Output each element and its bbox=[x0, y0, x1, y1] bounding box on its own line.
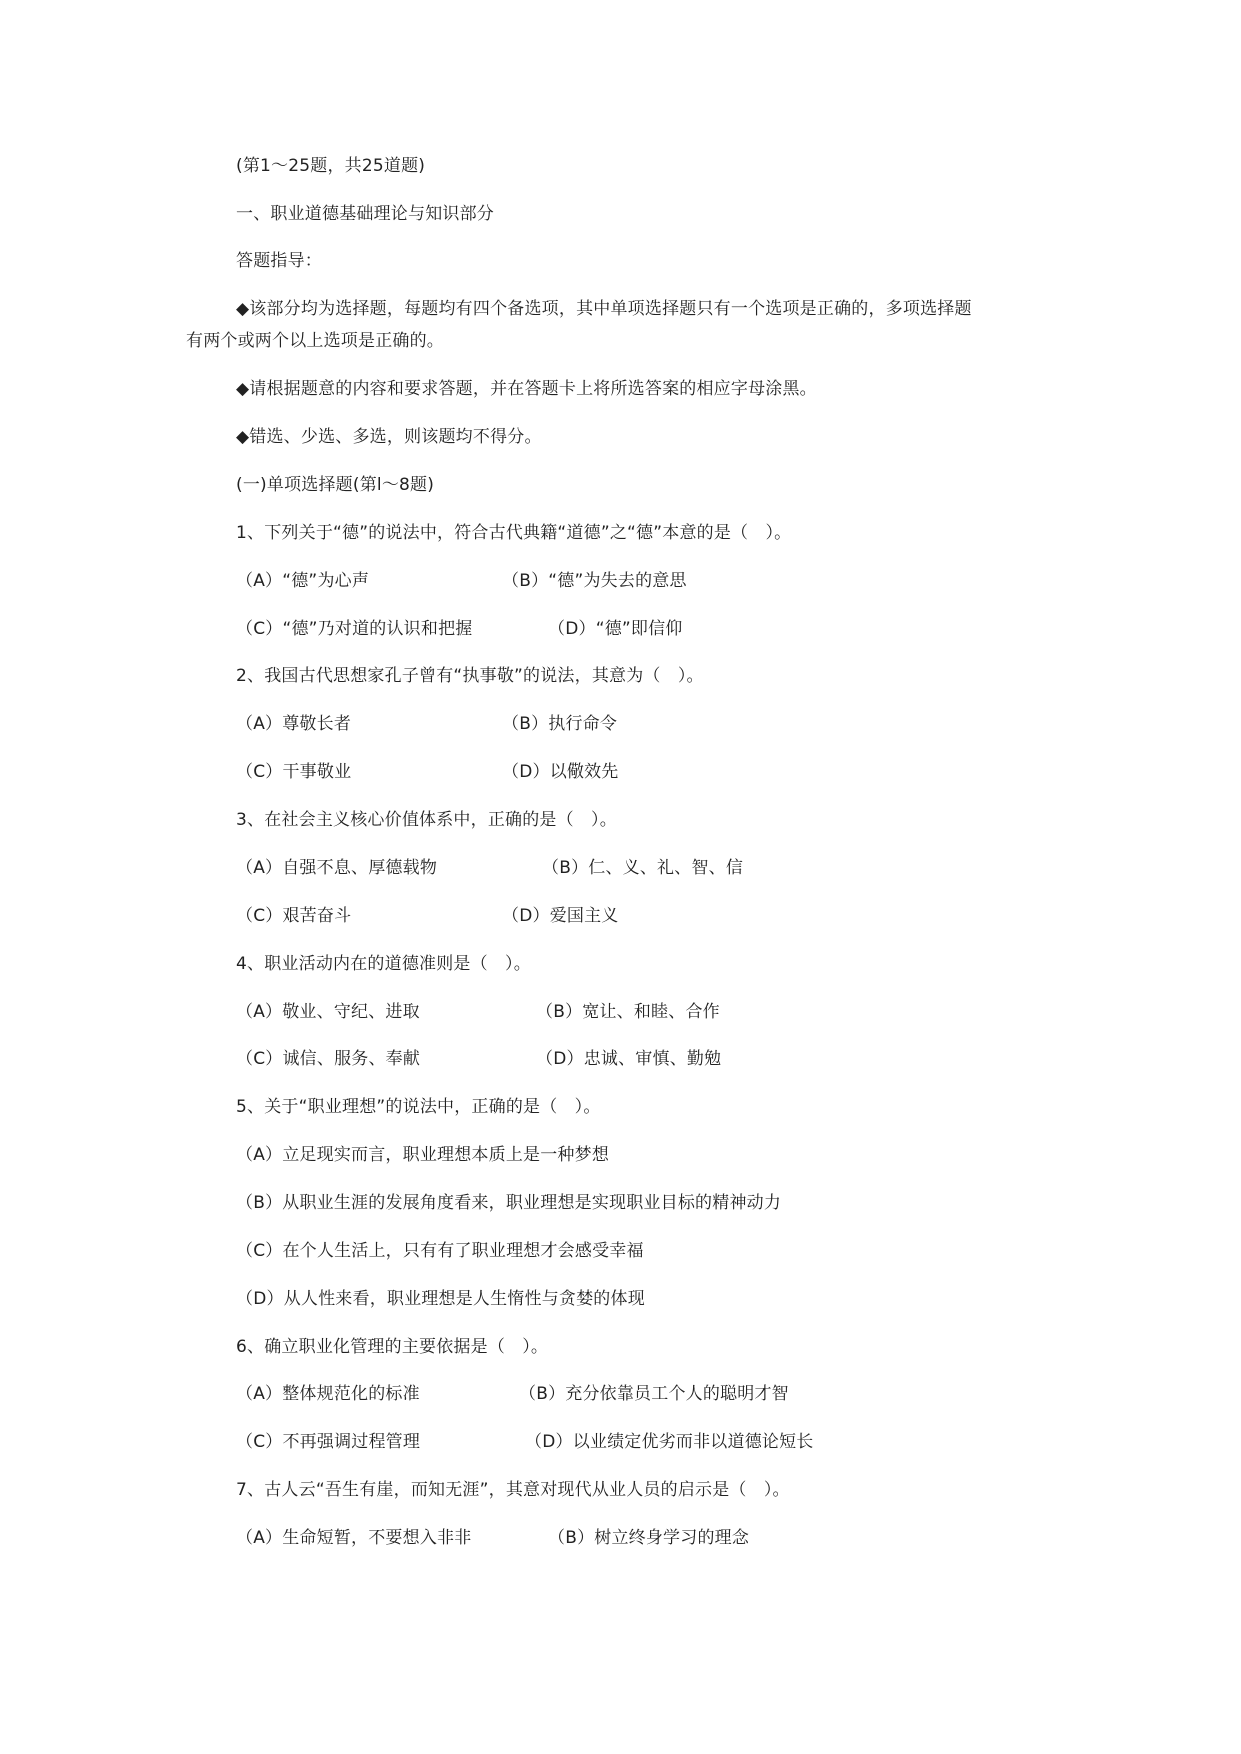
option-a: （A）整体规范化的标准 bbox=[236, 1384, 420, 1404]
option-a: （A）立足现实而言，职业理想本质上是一种梦想 bbox=[236, 1145, 610, 1165]
option-c: （C）诚信、服务、奉献 bbox=[236, 1049, 421, 1069]
option-a: （A）敬业、守纪、进取 bbox=[236, 1002, 420, 1022]
option-c: （C）在个人生活上，只有有了职业理想才会感受幸福 bbox=[236, 1241, 644, 1261]
option-b: （B）树立终身学习的理念 bbox=[548, 1528, 750, 1548]
guidance-item-3: ◆错选、少选、多选，则该题均不得分。 bbox=[236, 427, 542, 447]
guidance-item-1-line-1: ◆该部分均为选择题，每题均有四个备选项，其中单项选择题只有一个选项是正确的，多项选择题 bbox=[236, 299, 972, 319]
option-c: （C）干事敬业 bbox=[236, 762, 352, 782]
option-b: （B）执行命令 bbox=[502, 714, 618, 734]
option-d: （D）爱国主义 bbox=[502, 906, 619, 926]
guide-label: 答题指导： bbox=[236, 251, 322, 271]
question-stem: 2、我国古代思想家孔子曾有“执事敬”的说法，其意为（ ）。 bbox=[236, 666, 704, 686]
question-stem: 4、职业活动内在的道德准则是（ ）。 bbox=[236, 954, 531, 974]
question-stem: 6、确立职业化管理的主要依据是（ ）。 bbox=[236, 1337, 549, 1357]
question-stem: 3、在社会主义核心价值体系中，正确的是（ ）。 bbox=[236, 810, 617, 830]
option-b: （B）宽让、和睦、合作 bbox=[536, 1002, 720, 1022]
section-title: 一、职业道德基础理论与知识部分 bbox=[236, 204, 494, 224]
option-b: （B）充分依靠员工个人的聪明才智 bbox=[519, 1384, 789, 1404]
question-range: (第1～25题，共25道题) bbox=[236, 156, 426, 176]
question-stem: 7、古人云“吾生有崖，而知无涯”，其意对现代从业人员的启示是（ ）。 bbox=[236, 1480, 790, 1500]
option-c: （C）不再强调过程管理 bbox=[236, 1432, 421, 1452]
option-d: （D）以儆效先 bbox=[502, 762, 619, 782]
option-d: （D）以业绩定优劣而非以道德论短长 bbox=[525, 1432, 814, 1452]
option-b: （B）仁、义、礼、智、信 bbox=[542, 858, 744, 878]
option-a: （A）“德”为心声 bbox=[236, 571, 370, 591]
guidance-item-1-line-2: 有两个或两个以上选项是正确的。 bbox=[186, 331, 444, 351]
option-b: （B）“德”为失去的意思 bbox=[502, 571, 687, 591]
option-d: （D）从人性来看，职业理想是人生惰性与贪婪的体现 bbox=[236, 1289, 645, 1309]
option-a: （A）尊敬长者 bbox=[236, 714, 352, 734]
option-d: （D）忠诚、审慎、勤勉 bbox=[536, 1049, 722, 1069]
subsection-title: (一)单项选择题(第l～8题) bbox=[236, 475, 435, 495]
option-d: （D）“德”即信仰 bbox=[548, 619, 683, 639]
question-stem: 5、关于“职业理想”的说法中，正确的是（ ）。 bbox=[236, 1097, 601, 1117]
guidance-item-2: ◆请根据题意的内容和要求答题，并在答题卡上将所选答案的相应字母涂黑。 bbox=[236, 379, 817, 399]
option-a: （A）生命短暂，不要想入非非 bbox=[236, 1528, 472, 1548]
option-c: （C）艰苦奋斗 bbox=[236, 906, 352, 926]
question-stem: 1、下列关于“德”的说法中，符合古代典籍“道德”之“德”本意的是（ ）。 bbox=[236, 523, 792, 543]
option-b: （B）从职业生涯的发展角度看来，职业理想是实现职业目标的精神动力 bbox=[236, 1193, 782, 1213]
option-a: （A）自强不息、厚德载物 bbox=[236, 858, 438, 878]
option-c: （C）“德”乃对道的认识和把握 bbox=[236, 619, 473, 639]
